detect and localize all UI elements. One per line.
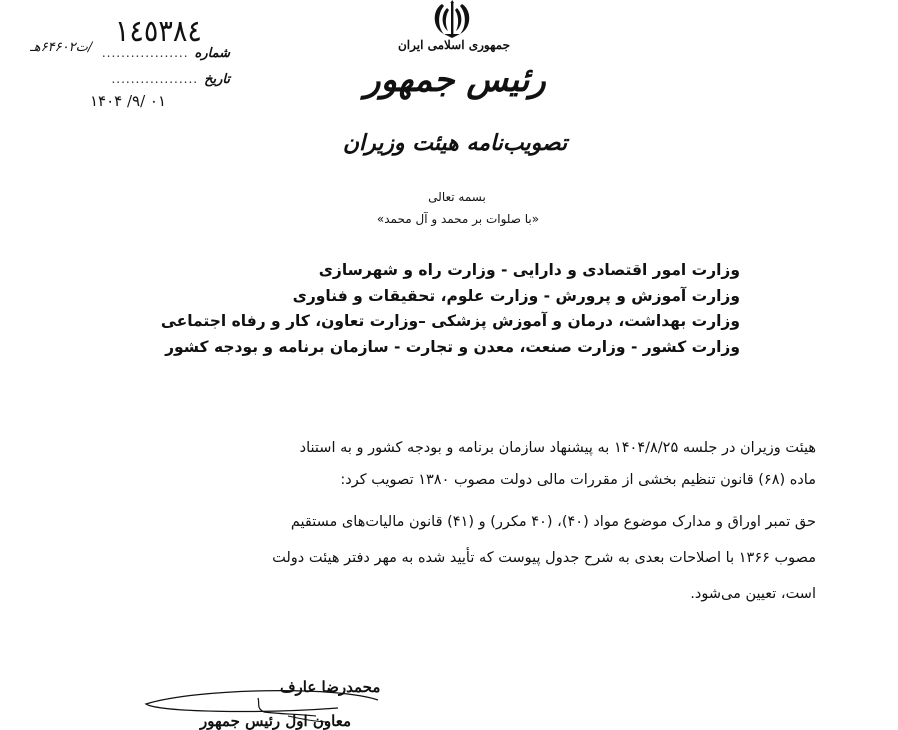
document-type-title: تصویب‌نامه هیئت وزیران [342,130,568,156]
date-label: تاریخ [204,72,230,87]
decree-paragraph-1 [76,430,816,494]
recipient-line: وزارت آموزش و پرورش - وزارت علوم، تحقیقات و فناوری [292,286,740,305]
body-line: است، تعیین می‌شود. [690,586,816,602]
signatory-name: محمدرضا عارف [280,678,381,696]
body-line: حق تمبر اوراق و مدارک موضوع مواد (۴۰)، (۴۰ مکرر) و (۴۱) قانون مالیات‌های مستقیم [290,514,816,530]
recipient-line: وزارت کشور - وزارت صنعت، معدن و تجارت - سازمان برنامه و بودجه کشور [165,337,740,356]
number-value: /ت۶۴۶۰۲هـ [30,40,93,55]
iran-emblem-icon [430,0,474,40]
date-value: ۱۴۰۴ /۹/ ۰۱ [90,92,167,110]
decree-body [76,430,816,612]
country-name: جمهوری اسلامی ایران [397,38,511,52]
invocation-salawat: «با صلوات بر محمد و آل محمد» [376,212,540,226]
body-line: هیئت وزیران در جلسه ۱۴۰۴/۸/۲۵ به پیشنهاد سازمان برنامه و بودجه کشور و به استناد [299,440,816,456]
registration-number-stamp: ۱٤٥٣٨٤ [114,14,202,49]
decree-paragraph-2 [76,504,816,612]
number-dots: .................. [101,46,189,60]
signatory-title: معاون اول رئیس جمهور [200,712,351,730]
invocation-bismillah: بسمه تعالی [428,190,486,204]
recipient-line: وزارت امور اقتصادی و دارایی - وزارت راه و شهرسازی [318,261,740,279]
body-line: مصوب ۱۳۶۶ با اصلاحات بعدی به شرح جدول پیوست که تأیید شده به مهر دفتر هیئت دولت [272,550,816,566]
date-dots: .................. [111,72,199,86]
office-title: رئیس جمهور [364,60,546,100]
number-label: شماره [194,46,230,61]
recipients-list [140,258,740,360]
recipient-line: وزارت بهداشت، درمان و آموزش پزشکی –وزارت تعاون، کار و رفاه اجتماعی [160,312,740,330]
body-line: ماده (۶۸) قانون تنظیم بخشی از مقررات مالی دولت مصوب ۱۳۸۰ تصویب کرد: [340,472,816,488]
